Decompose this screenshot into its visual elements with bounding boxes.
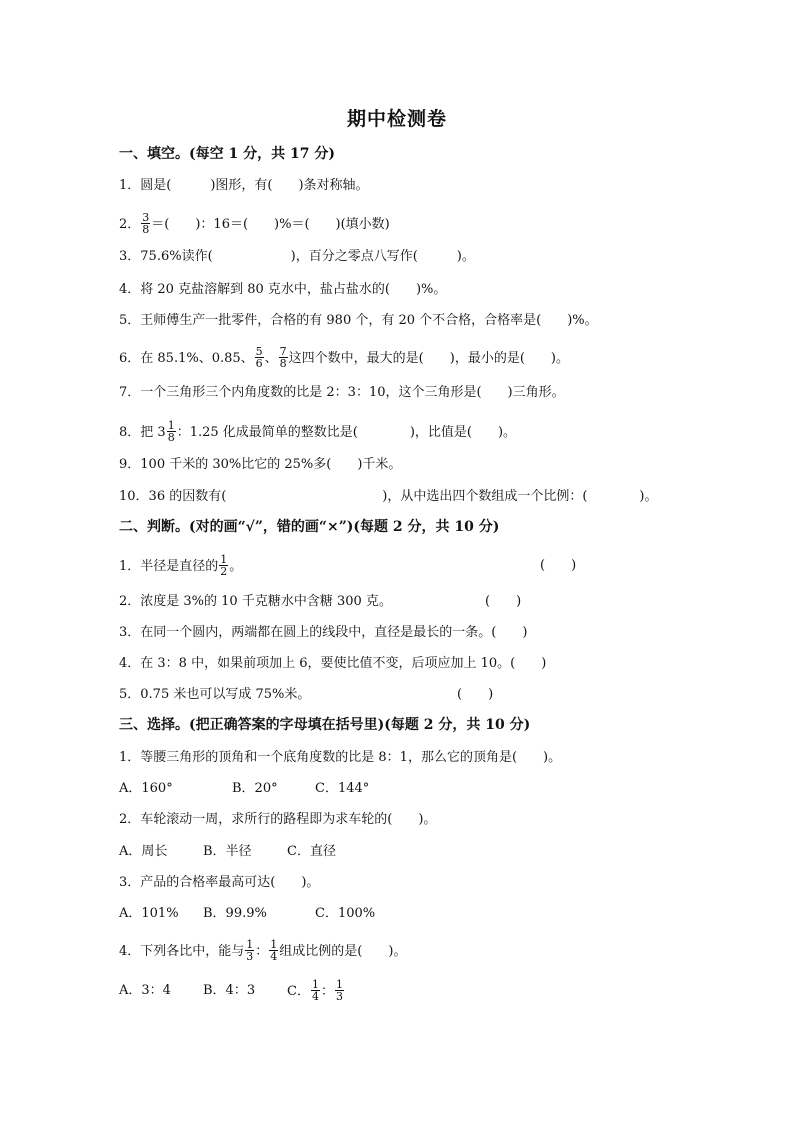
option-b: B．99.9% bbox=[203, 906, 267, 921]
fraction-denominator: 8 bbox=[142, 223, 150, 236]
question-2-2: 2．浓度是 3%的 10 千克糖水中含糖 300 克。 bbox=[119, 594, 392, 609]
fraction bbox=[269, 939, 278, 962]
option-a: A．周长 bbox=[119, 844, 168, 859]
fraction-denominator: 3 bbox=[335, 990, 343, 1003]
answer-paren: ( ) bbox=[485, 594, 522, 609]
fraction bbox=[311, 979, 320, 1002]
question-prefix: 1．半径是直径的 bbox=[119, 559, 219, 574]
separator: 、 bbox=[264, 351, 278, 366]
question-1-7: 7．一个三角形三个内角度数的比是 2：3：10，这个三角形是( )三角形。 bbox=[119, 385, 565, 400]
fraction bbox=[245, 939, 254, 962]
option-c: C．100% bbox=[315, 906, 376, 921]
question-text: ＝( )：16＝( )%＝( )(填小数) bbox=[151, 217, 390, 232]
question-text: 这四个数中，最大的是( )，最小的是( )。 bbox=[288, 351, 569, 366]
ratio-colon: ： bbox=[255, 944, 269, 959]
fraction bbox=[255, 346, 264, 369]
question-3-2: 2．车轮滚动一周，求所行的路程即为求车轮的( )。 bbox=[119, 812, 437, 827]
question-prefix: 2． bbox=[119, 217, 141, 232]
question-1-3: 3．75.6%读作( )，百分之零点八写作( )。 bbox=[119, 249, 475, 264]
question-1-8 bbox=[119, 421, 516, 444]
fraction-numerator: 1 bbox=[246, 938, 254, 951]
page-title: 期中检测卷 bbox=[346, 108, 447, 130]
fraction bbox=[219, 554, 228, 577]
question-2-1 bbox=[119, 555, 242, 578]
question-text: ：1.25 化成最简单的整数比是( )，比值是( )。 bbox=[176, 425, 517, 440]
option-prefix: C． bbox=[287, 984, 310, 999]
question-3-3: 3．产品的合格率最高可达( )。 bbox=[119, 875, 320, 890]
question-2-5: 5．0.75 米也可以写成 75%米。 bbox=[119, 687, 311, 702]
fraction bbox=[279, 346, 288, 369]
question-2-4: 4．在 3：8 中，如果前项加上 6，要使比值不变，后项应加上 10。( ) bbox=[119, 656, 547, 671]
option-c: C．直径 bbox=[287, 844, 336, 859]
fraction-denominator: 2 bbox=[220, 565, 228, 578]
answer-paren: ( ) bbox=[540, 558, 577, 573]
question-2-3: 3．在同一个圆内，两端都在圆上的线段中，直径是最长的一条。( ) bbox=[119, 625, 528, 640]
answer-paren: ( ) bbox=[457, 687, 494, 702]
fraction-denominator: 4 bbox=[270, 950, 278, 963]
question-prefix: 8．把 3 bbox=[119, 425, 166, 440]
fraction-numerator: 7 bbox=[279, 345, 287, 358]
fraction-numerator: 1 bbox=[167, 419, 175, 432]
question-prefix: 6．在 85.1%、0.85、 bbox=[119, 351, 254, 366]
fraction-denominator: 3 bbox=[246, 950, 254, 963]
fraction bbox=[141, 212, 150, 235]
fraction-denominator: 4 bbox=[311, 990, 319, 1003]
fraction-denominator: 6 bbox=[255, 357, 263, 370]
question-1-2 bbox=[119, 213, 390, 236]
fraction-numerator: 1 bbox=[220, 553, 228, 566]
fraction-numerator: 5 bbox=[255, 345, 263, 358]
question-3-4 bbox=[119, 940, 406, 963]
question-1-9: 9．100 千米的 30%比它的 25%多( )千米。 bbox=[119, 457, 402, 472]
question-3-1: 1．等腰三角形的顶角和一个底角度数的比是 8：1，那么它的顶角是( )。 bbox=[119, 750, 562, 765]
fraction-denominator: 8 bbox=[279, 357, 287, 370]
fraction-numerator: 1 bbox=[335, 978, 343, 991]
question-1-4: 4．将 20 克盐溶解到 80 克水中，盐占盐水的( )%。 bbox=[119, 282, 447, 297]
option-b: B．4：3 bbox=[203, 983, 256, 998]
fraction bbox=[335, 979, 344, 1002]
question-1-5: 5．王师傅生产一批零件，合格的有 980 个，有 20 个不合格，合格率是( )%。 bbox=[119, 313, 598, 328]
ratio-colon: ： bbox=[320, 984, 334, 999]
question-text: 。 bbox=[229, 559, 243, 574]
option-c bbox=[287, 980, 345, 1003]
fraction-numerator: 3 bbox=[142, 211, 150, 224]
section-1-heading: 一、填空。(每空 1 分，共 17 分) bbox=[119, 146, 335, 162]
question-prefix: 4．下列各比中，能与 bbox=[119, 944, 245, 959]
section-2-heading: 二、判断。(对的画“√”，错的画“×”)(每题 2 分，共 10 分) bbox=[119, 519, 500, 535]
option-b: B．半径 bbox=[203, 844, 252, 859]
fraction bbox=[167, 420, 176, 443]
option-b: B．20° bbox=[232, 781, 278, 796]
option-a: A．3：4 bbox=[119, 983, 171, 998]
question-1-1: 1．圆是( )图形，有( )条对称轴。 bbox=[119, 178, 369, 193]
question-1-10: 10．36 的因数有( )，从中选出四个数组成一个比例：( )。 bbox=[119, 489, 658, 504]
option-c: C．144° bbox=[315, 781, 370, 796]
option-a: A．160° bbox=[119, 781, 173, 796]
fraction-denominator: 8 bbox=[167, 431, 175, 444]
fraction-numerator: 1 bbox=[270, 938, 278, 951]
option-a: A．101% bbox=[119, 906, 179, 921]
fraction-numerator: 1 bbox=[311, 978, 319, 991]
question-1-6 bbox=[119, 347, 569, 370]
section-3-heading: 三、选择。(把正确答案的字母填在括号里)(每题 2 分，共 10 分) bbox=[119, 717, 531, 733]
question-text: 组成比例的是( )。 bbox=[279, 944, 407, 959]
